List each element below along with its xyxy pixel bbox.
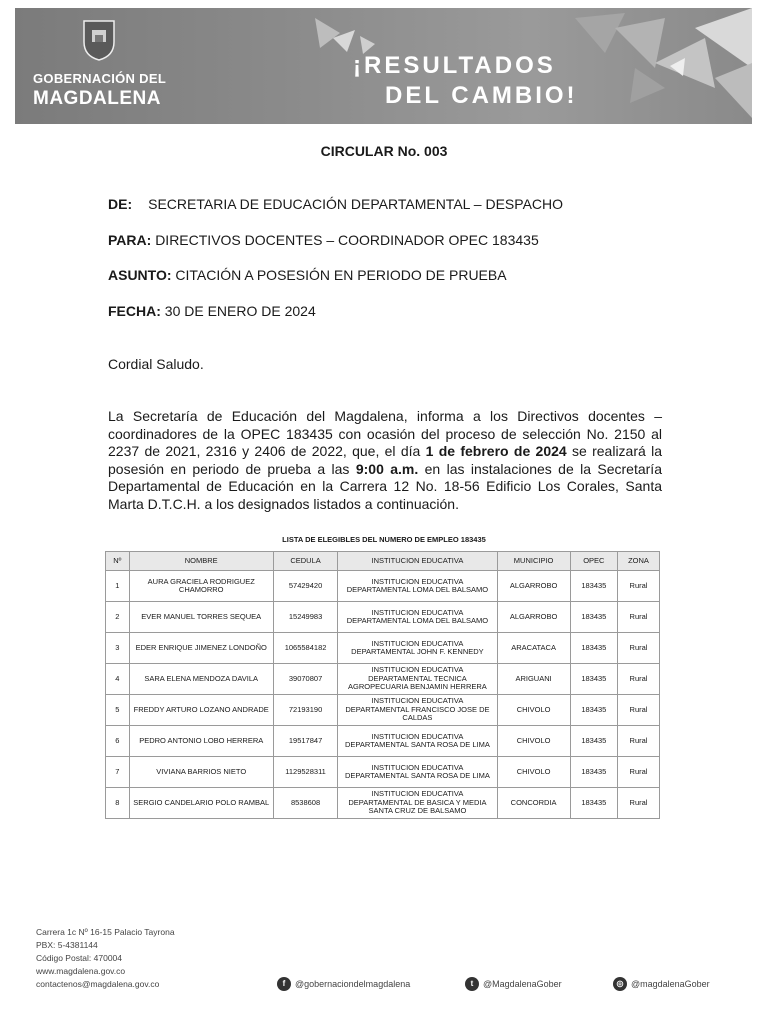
cell: 5 (106, 695, 130, 726)
table-row (106, 602, 660, 633)
field-asunto (108, 267, 507, 283)
cell: SARA ELENA MENDOZA DAVILA (129, 664, 273, 695)
footer-address (36, 926, 175, 991)
gov-line-1: GOBERNACIÓN DEL (33, 71, 167, 86)
table-row (106, 695, 660, 726)
asunto-label: ASUNTO: (108, 267, 172, 283)
para-label: PARA: (108, 232, 152, 248)
header-banner (15, 8, 752, 124)
cell: 183435 (570, 726, 617, 757)
footer-line: Carrera 1c Nº 16-15 Palacio Tayrona (36, 927, 175, 937)
cell: CHIVOLO (497, 695, 570, 726)
cell: Rural (618, 726, 660, 757)
twitter-handle: @MagdalenaGober (483, 979, 562, 989)
circular-number: CIRCULAR No. 003 (320, 143, 448, 159)
twitter-link[interactable] (465, 977, 562, 991)
table-row (106, 633, 660, 664)
cell: 72193190 (273, 695, 338, 726)
slogan-line-2: DEL CAMBIO! (385, 82, 578, 109)
body-time: 9:00 a.m. (355, 460, 419, 477)
cell: INSTITUCION EDUCATIVA DEPARTAMENTAL JOHN F. KENNEDY (338, 633, 497, 664)
cell: ARIGUANI (497, 664, 570, 695)
cell: 4 (106, 664, 130, 695)
col-header: Nº (106, 552, 130, 571)
cell: 183435 (570, 757, 617, 788)
cell: SERGIO CANDELARIO POLO RAMBAL (129, 788, 273, 819)
cell: INSTITUCION EDUCATIVA DEPARTAMENTAL SANTA ROSA DE LIMA (338, 726, 497, 757)
col-header: MUNICIPIO (497, 552, 570, 571)
col-header: OPEC (570, 552, 617, 571)
cell: CHIVOLO (497, 726, 570, 757)
cell: 1 (106, 571, 130, 602)
instagram-icon: ◎ (613, 977, 627, 991)
cell: ALGARROBO (497, 602, 570, 633)
eligibles-table (105, 551, 660, 819)
cell: 183435 (570, 788, 617, 819)
de-label: DE: (108, 196, 133, 212)
cell: 39070807 (273, 664, 338, 695)
de-value: SECRETARIA DE EDUCACIÓN DEPARTAMENTAL – DESPACHO (148, 196, 564, 212)
cell: 183435 (570, 695, 617, 726)
table-row (106, 664, 660, 695)
cell: FREDDY ARTURO LOZANO ANDRADE (129, 695, 273, 726)
cell: INSTITUCION EDUCATIVA DEPARTAMENTAL LOMA DEL BALSAMO (338, 571, 497, 602)
cell: ARACATACA (497, 633, 570, 664)
fecha-value: 30 DE ENERO DE 2024 (164, 303, 316, 319)
body-date: 1 de febrero de 2024 (425, 443, 567, 459)
cell: PEDRO ANTONIO LOBO HERRERA (129, 726, 273, 757)
table-header-row (106, 552, 660, 571)
cell: 57429420 (273, 571, 338, 602)
cell: Rural (618, 664, 660, 695)
cell: Rural (618, 633, 660, 664)
asunto-value: CITACIÓN A POSESIÓN EN PERIODO DE PRUEBA (175, 267, 507, 283)
cell: 1129528311 (273, 757, 338, 788)
cell: 183435 (570, 602, 617, 633)
col-header: NOMBRE (129, 552, 273, 571)
cell: EVER MANUEL TORRES SEQUEA (129, 602, 273, 633)
cell: 3 (106, 633, 130, 664)
cell: CONCORDIA (497, 788, 570, 819)
cell: 8538608 (273, 788, 338, 819)
body-text-1: La Secretaría de Educación del Magdalena, informa a los Directivos docentes – coordinadores de la OPEC 183435 con ocasión del proceso de selección No. 2150 al 2237 de 2021, 2316 y 2406 de 2022, que, el día (108, 408, 662, 459)
field-de (108, 196, 563, 212)
facebook-link[interactable] (277, 977, 410, 991)
cell: 183435 (570, 633, 617, 664)
cell: INSTITUCION EDUCATIVA DEPARTAMENTAL DE BASICA Y MEDIA SANTA CRUZ DE BALSAMO (338, 788, 497, 819)
cell: AURA GRACIELA RODRIGUEZ CHAMORRO (129, 571, 273, 602)
cell: INSTITUCION EDUCATIVA DEPARTAMENTAL FRANCISCO JOSE DE CALDAS (338, 695, 497, 726)
cell: 19517847 (273, 726, 338, 757)
table-row (106, 757, 660, 788)
facebook-handle: @gobernaciondelmagdalena (295, 979, 411, 989)
col-header: INSTITUCION EDUCATIVA (338, 552, 497, 571)
footer-line: Código Postal: 470004 (36, 953, 123, 963)
facebook-icon: f (277, 977, 291, 991)
cell: Rural (618, 602, 660, 633)
cell: INSTITUCION EDUCATIVA DEPARTAMENTAL TECNICA AGROPECUARIA BENJAMIN HERRERA (338, 664, 497, 695)
table-row (106, 726, 660, 757)
cell: Rural (618, 788, 660, 819)
col-header: CEDULA (273, 552, 338, 571)
cell: EDER ENRIQUE JIMENEZ LONDOÑO (129, 633, 273, 664)
twitter-icon: t (465, 977, 479, 991)
cell: Rural (618, 571, 660, 602)
field-para (108, 232, 539, 248)
table-row (106, 571, 660, 602)
table-caption: LISTA DE ELEGIBLES DEL NUMERO DE EMPLEO 183435 (282, 535, 486, 544)
cell: 1065584182 (273, 633, 338, 664)
cell: 183435 (570, 664, 617, 695)
footer-line: PBX: 5-4381144 (36, 940, 98, 950)
cell: Rural (618, 695, 660, 726)
cell: 7 (106, 757, 130, 788)
footer-link-email[interactable]: contactenos@magdalena.gov.co (36, 979, 160, 989)
cell: 6 (106, 726, 130, 757)
cell: INSTITUCION EDUCATIVA DEPARTAMENTAL LOMA DEL BALSAMO (338, 602, 497, 633)
instagram-handle: @magdalenaGober (631, 979, 710, 989)
cell: VIVIANA BARRIOS NIETO (129, 757, 273, 788)
coat-of-arms-icon (81, 18, 117, 62)
body-paragraph (108, 408, 662, 513)
body-text-3: en las instalaciones de la Secretaría Departamental de Educación en la Carrera 12 No. 18-56 Edificio Los Corales, Santa Marta D.T.C.H. a los designados listados a continuación. (108, 460, 662, 512)
table-row (106, 788, 660, 819)
cell: 15249983 (273, 602, 338, 633)
gov-line-2: MAGDALENA (33, 88, 161, 109)
cell: CHIVOLO (497, 757, 570, 788)
field-fecha (108, 303, 316, 319)
cell: 2 (106, 602, 130, 633)
cell: 183435 (570, 571, 617, 602)
greeting: Cordial Saludo. (108, 356, 204, 372)
col-header: ZONA (618, 552, 660, 571)
fecha-label: FECHA: (108, 303, 161, 319)
cell: Rural (618, 757, 660, 788)
cell: ALGARROBO (497, 571, 570, 602)
slogan-line-1: ¡RESULTADOS (353, 52, 556, 79)
para-value: DIRECTIVOS DOCENTES – COORDINADOR OPEC 183435 (155, 232, 539, 248)
footer-link-website[interactable]: www.magdalena.gov.co (36, 966, 126, 976)
cell: 8 (106, 788, 130, 819)
cell: INSTITUCION EDUCATIVA DEPARTAMENTAL SANTA ROSA DE LIMA (338, 757, 497, 788)
instagram-link[interactable] (613, 977, 710, 991)
body-text-2: se realizará la posesión en periodo de prueba a las (108, 443, 662, 477)
